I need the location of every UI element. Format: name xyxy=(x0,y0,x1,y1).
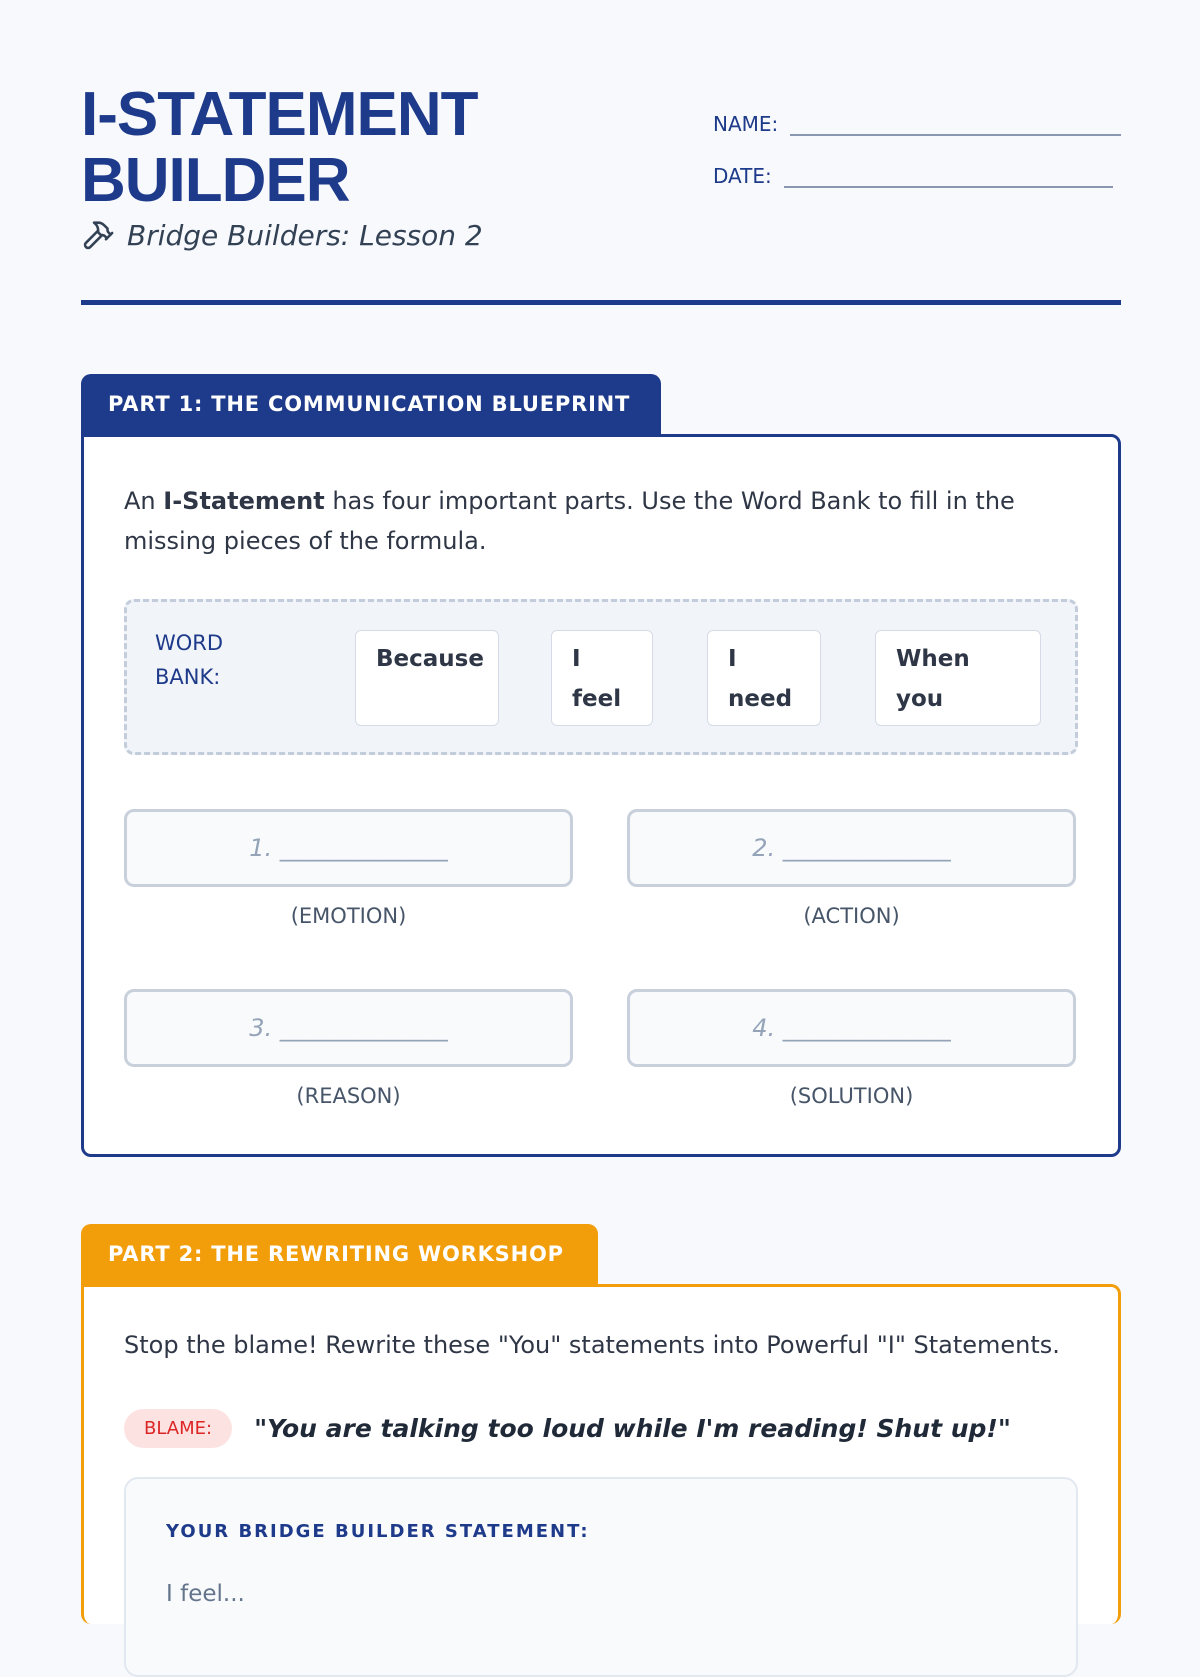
title-line-2: BUILDER xyxy=(81,146,350,215)
word-chip-because[interactable] xyxy=(355,630,499,726)
word-chip-i-need[interactable] xyxy=(707,630,821,726)
part1-intro xyxy=(124,481,1044,561)
word-chip-when-you[interactable] xyxy=(875,630,1041,726)
blame-quote: "You are talking too loud while I'm reading! Shut up!" xyxy=(254,1414,1011,1443)
date-label: DATE: xyxy=(713,164,772,188)
part1-intro-end: has four important parts. Use the Word Bank to fill in the missing pieces of the formula. xyxy=(124,487,1015,555)
part1-intro-bold: I-Statement xyxy=(163,487,325,515)
date-field[interactable] xyxy=(784,156,1113,188)
blame-statement xyxy=(124,1409,1011,1448)
formula-slot-solution[interactable]: 4. ______________ xyxy=(627,989,1076,1067)
name-field[interactable] xyxy=(790,104,1121,136)
blame-badge: BLAME: xyxy=(124,1409,232,1448)
lesson-subtitle xyxy=(81,218,483,252)
word-chip-line: need xyxy=(728,686,793,712)
word-chip-line: Because xyxy=(376,646,484,672)
name-field-row xyxy=(713,84,1121,136)
answer-label: YOUR BRIDGE BUILDER STATEMENT: xyxy=(166,1521,590,1542)
name-label: NAME: xyxy=(713,112,779,136)
word-bank xyxy=(124,599,1078,755)
answer-box[interactable] xyxy=(124,1477,1078,1677)
slot-caption-reason: (REASON) xyxy=(296,1084,401,1108)
word-bank-label: WORD BANK: xyxy=(155,631,224,689)
formula-slot-reason[interactable]: 3. ______________ xyxy=(124,989,573,1067)
word-chip-line: I xyxy=(572,646,581,672)
page-title xyxy=(81,82,601,214)
word-chip-line: I xyxy=(728,646,737,672)
part1-tab: PART 1: THE COMMUNICATION BLUEPRINT xyxy=(81,374,661,434)
word-chip-line: feel xyxy=(572,686,622,712)
part1-intro-start: An xyxy=(124,487,164,515)
answer-input[interactable]: I feel... xyxy=(166,1581,245,1607)
slot-caption-emotion: (EMOTION) xyxy=(290,904,407,928)
slot-caption-solution: (SOLUTION) xyxy=(789,1084,914,1108)
student-info xyxy=(713,84,1121,188)
part2-intro: Stop the blame! Rewrite these "You" statements into Powerful "I" Statements. xyxy=(124,1331,1060,1359)
header-divider xyxy=(81,300,1121,305)
word-chip-line: you xyxy=(896,686,944,712)
part2-tab: PART 2: THE REWRITING WORKSHOP xyxy=(81,1224,598,1284)
title-line-1: I-STATEMENT xyxy=(81,80,478,149)
formula-slot-action[interactable]: 2. ______________ xyxy=(627,809,1076,887)
word-chip-line: When xyxy=(896,646,970,672)
slot-caption-action: (ACTION) xyxy=(803,904,900,928)
formula-slot-emotion[interactable]: 1. ______________ xyxy=(124,809,573,887)
part1-panel xyxy=(81,434,1121,1157)
word-chip-i-feel[interactable] xyxy=(551,630,653,726)
hammer-icon xyxy=(81,218,115,252)
subtitle-text: Bridge Builders: Lesson 2 xyxy=(127,218,483,252)
part2-panel xyxy=(81,1284,1121,1624)
date-field-row xyxy=(713,136,1121,188)
